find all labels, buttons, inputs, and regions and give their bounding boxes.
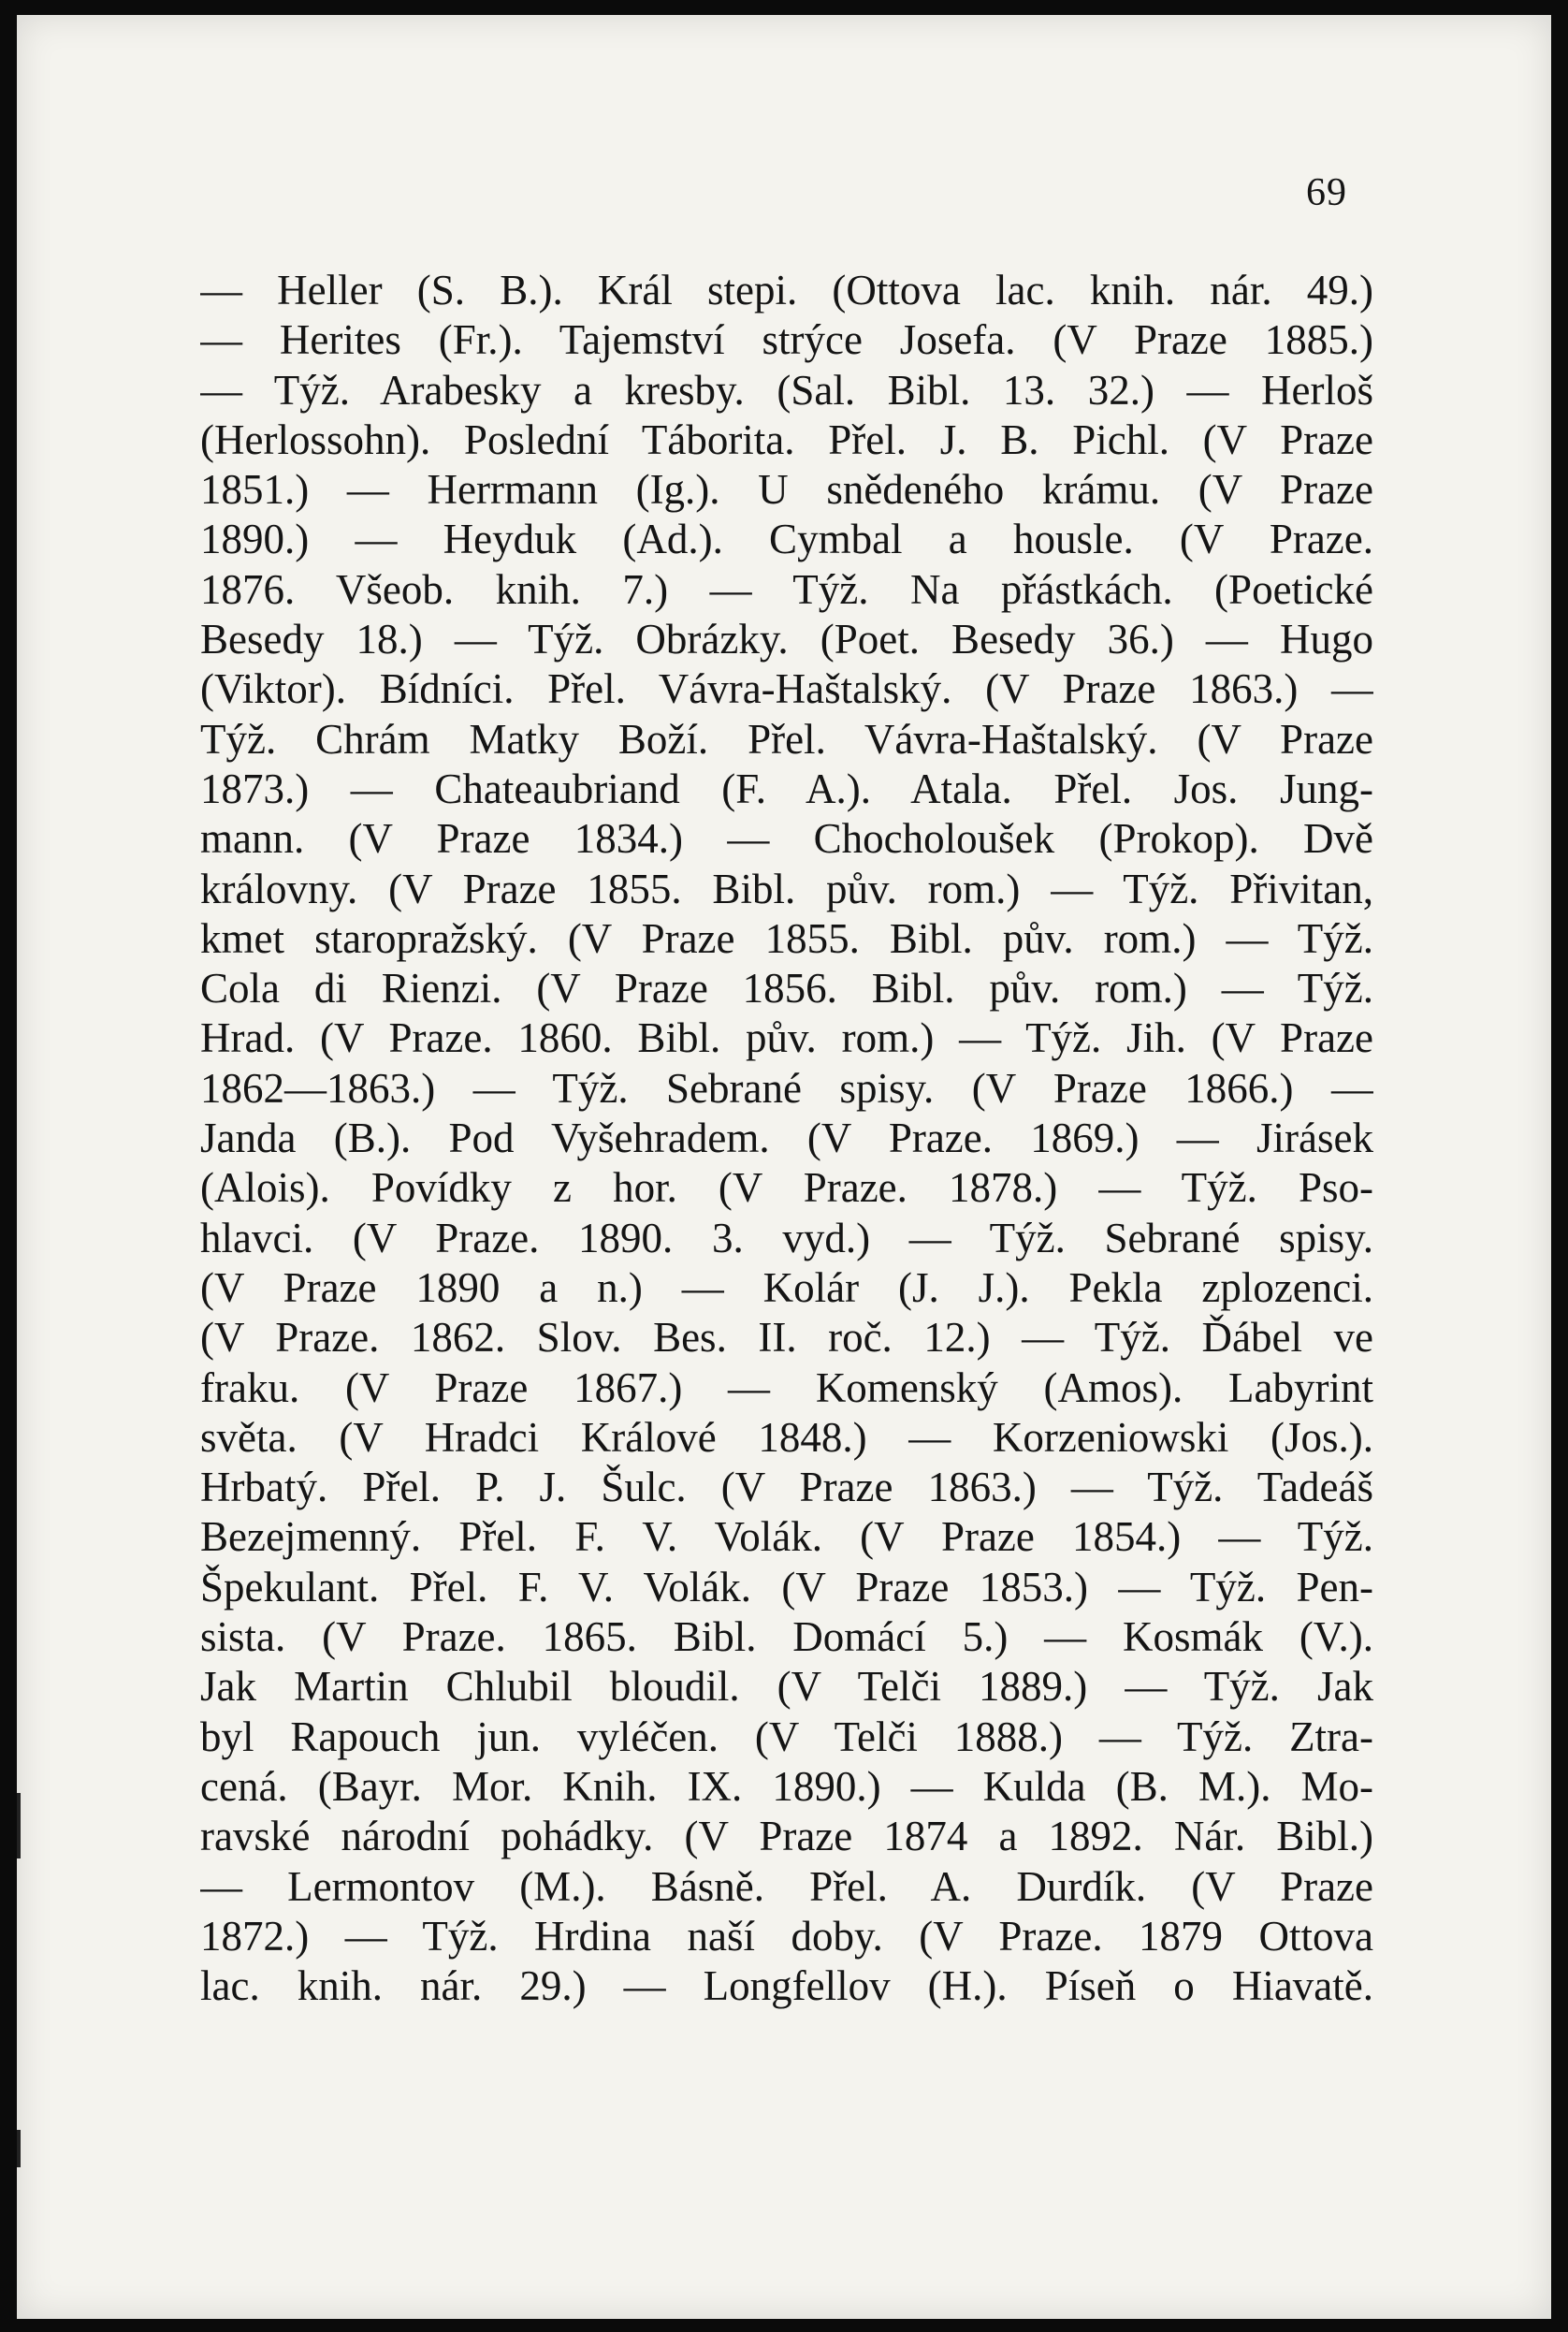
text-line: (Herlossohn). Poslední Táborita. Přel. J. B. Pichl. (V Praze: [200, 415, 1373, 463]
text-line: Týž. Chrám Matky Boží. Přel. Vávra-Haštalský. (V Praze: [200, 715, 1373, 763]
text-line: byl Rapouch jun. vyléčen. (V Telči 1888.) — Týž. Ztra-: [200, 1713, 1373, 1760]
text-line: sista. (V Praze. 1865. Bibl. Domácí 5.) — Kosmák (V.).: [200, 1613, 1373, 1661]
page-number: 69: [1306, 171, 1347, 214]
page-edge-mark: [17, 2130, 21, 2167]
text-line: ravské národní pohádky. (V Praze 1874 a 1892. Nár. Bibl.): [200, 1813, 1373, 1860]
text-line: Cola di Rienzi. (V Praze 1856. Bibl. pův. rom.) — Týž.: [200, 965, 1373, 1013]
text-line: 1890.) — Heyduk (Ad.). Cymbal a housle. (V Praze.: [200, 516, 1373, 563]
text-line: — Heller (S. B.). Král stepi. (Ottova lac. knih. nár. 49.): [200, 267, 1373, 313]
text-line: (V Praze 1890 a n.) — Kolár (J. J.). Pekla zplozenci.: [200, 1263, 1373, 1311]
text-line: lac. knih. nár. 29.) — Longfellov (H.). Píseň o Hiavatě.: [200, 1962, 1373, 2010]
text-line: královny. (V Praze 1855. Bibl. pův. rom.) — Týž. Přivitan,: [200, 865, 1373, 912]
text-line: Hrad. (V Praze. 1860. Bibl. pův. rom.) — Týž. Jih. (V Praze: [200, 1014, 1373, 1062]
text-line: fraku. (V Praze 1867.) — Komenský (Amos). Labyrint: [200, 1363, 1373, 1411]
text-line: Bezejmenný. Přel. F. V. Volák. (V Praze 1854.) — Týž.: [200, 1513, 1373, 1561]
text-line: hlavci. (V Praze. 1890. 3. vyd.) — Týž. Sebrané spisy.: [200, 1214, 1373, 1261]
text-line: — Lermontov (M.). Básně. Přel. A. Durdík. (V Praze: [200, 1862, 1373, 1910]
text-line: 1851.) — Herrmann (Ig.). U snědeného krámu. (V Praze: [200, 466, 1373, 514]
text-line: 1872.) — Týž. Hrdina naší doby. (V Praze. 1879 Ottova: [200, 1912, 1373, 1960]
text-line: 1862—1863.) — Týž. Sebrané spisy. (V Praze 1866.) —: [200, 1064, 1373, 1112]
text-line: kmet staropražský. (V Praze 1855. Bibl. pův. rom.) — Týž.: [200, 914, 1373, 962]
text-line: (V Praze. 1862. Slov. Bes. II. roč. 12.) — Týž. Ďábel ve: [200, 1314, 1373, 1362]
text-line: Besedy 18.) — Týž. Obrázky. (Poet. Besedy 36.) — Hugo: [200, 616, 1373, 663]
text-line: světa. (V Hradci Králové 1848.) — Korzeniowski (Jos.).: [200, 1413, 1373, 1461]
text-line: cená. (Bayr. Mor. Knih. IX. 1890.) — Kulda (B. M.). Mo-: [200, 1762, 1373, 1810]
text-line: Špekulant. Přel. F. V. Volák. (V Praze 1853.) — Týž. Pen-: [200, 1563, 1373, 1611]
text-line: Jak Martin Chlubil bloudil. (V Telči 1889.) — Týž. Jak: [200, 1663, 1373, 1711]
text-line: 1876. Všeob. knih. 7.) — Týž. Na přástkách. (Poetické: [200, 565, 1373, 613]
text-line: Hrbatý. Přel. P. J. Šulc. (V Praze 1863.) — Týž. Tadeáš: [200, 1464, 1373, 1511]
text-line: mann. (V Praze 1834.) — Chocholoušek (Prokop). Dvě: [200, 815, 1373, 863]
text-line: 1873.) — Chateaubriand (F. A.). Atala. Přel. Jos. Jung-: [200, 765, 1373, 812]
text-line: — Týž. Arabesky a kresby. (Sal. Bibl. 13. 32.) — Herloš: [200, 366, 1373, 414]
text-line: (Alois). Povídky z hor. (V Praze. 1878.) — Týž. Pso-: [200, 1164, 1373, 1212]
text-line: (Viktor). Bídníci. Přel. Vávra-Haštalský. (V Praze 1863.) —: [200, 665, 1373, 713]
book-page: [17, 15, 1551, 2319]
page-edge-mark: [17, 1793, 21, 1858]
bibliography-text: [200, 266, 1373, 2011]
text-line: Janda (B.). Pod Vyšehradem. (V Praze. 1869.) — Jirásek: [200, 1115, 1373, 1162]
text-line: — Herites (Fr.). Tajemství strýce Josefa. (V Praze 1885.): [200, 316, 1373, 364]
